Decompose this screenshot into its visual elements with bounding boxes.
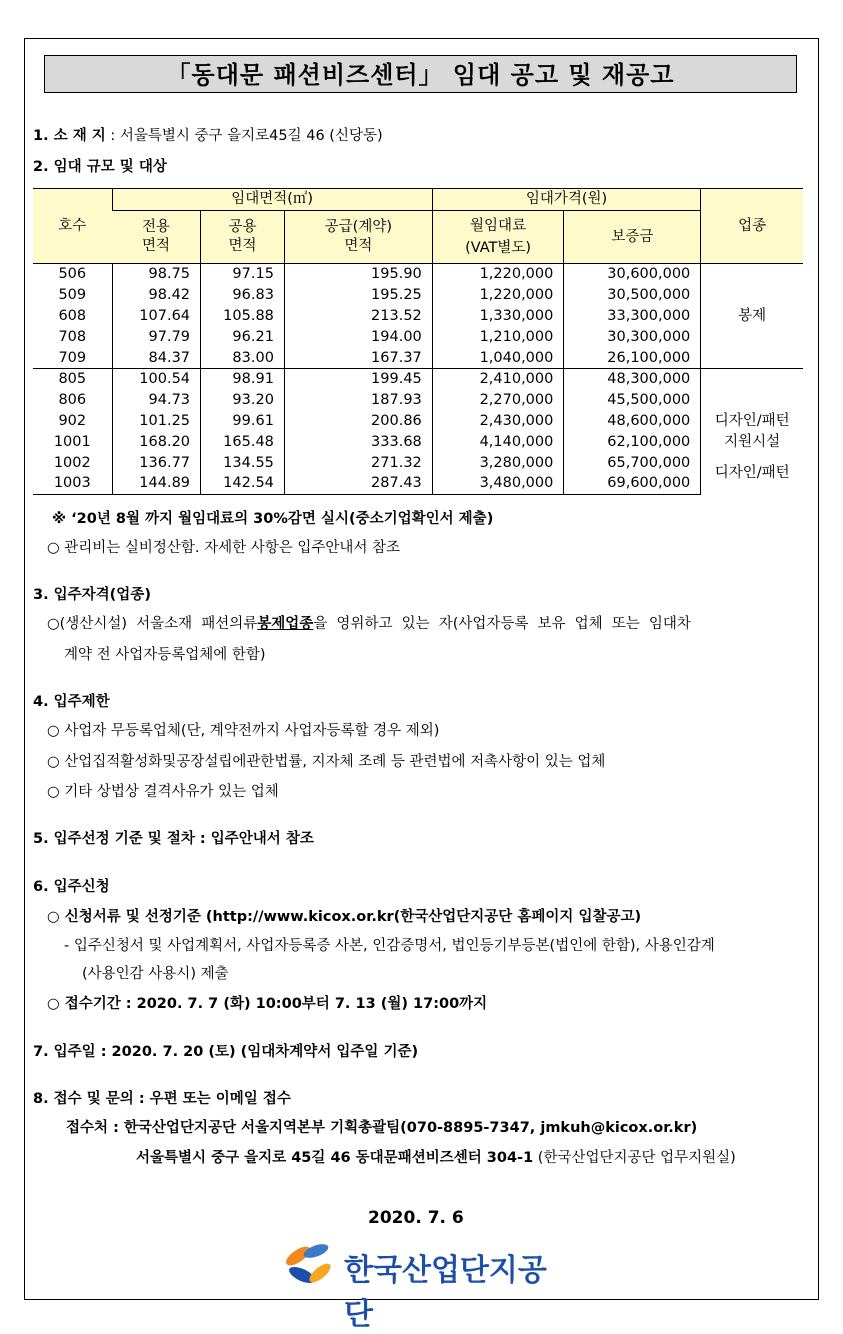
- table-row: [33, 452, 803, 473]
- cell-supply-area: 271.32: [284, 452, 432, 473]
- cell-excl-area: 100.54: [112, 368, 200, 389]
- cell-rent: 2,270,000: [432, 390, 564, 411]
- location-label: 1. 소 재 지: [33, 128, 106, 144]
- section-restriction-heading: 4. 입주제한: [33, 694, 110, 710]
- application-docs-detail2: (사용인감 사용시) 제출: [82, 966, 229, 982]
- section-scale-heading: 2. 임대 규모 및 대상: [33, 159, 167, 175]
- contact-receiver: 접수처 : 한국산업단지공단 서울지역본부 기획총괄팀(070-8895-7347, jmkuh@kicox.or.kr): [66, 1120, 698, 1136]
- cell-unit: 708: [58, 328, 87, 345]
- section-contact-heading: 8. 접수 및 문의 : 우편 또는 이메일 접수: [33, 1091, 291, 1107]
- cell-common-area: 142.54: [201, 473, 285, 494]
- cell-common-area: 83.00: [201, 347, 285, 368]
- location-value: 서울특별시 중구 을지로45길 46 (신당동): [119, 128, 383, 144]
- table-row: [33, 390, 803, 411]
- restriction-item: ○ 산업집적활성화및공장설립에관한법률, 지자체 조례 등 관련법에 저촉사항이 있는 업체: [47, 754, 606, 770]
- cell-common-area: 105.88: [201, 306, 285, 327]
- cell-deposit: 30,300,000: [564, 326, 701, 347]
- header-unit: 호수: [33, 189, 112, 264]
- cell-excl-area: 101.25: [112, 411, 200, 432]
- table-row: [33, 264, 803, 285]
- industry-support: 지원시설: [701, 431, 803, 452]
- application-period: ○ 접수기간 : 2020. 7. 7 (화) 10:00부터 7. 13 (월) 17:00까지: [47, 996, 488, 1012]
- restriction-item: ○ 사업자 무등록업체(단, 계약전까지 사업자등록할 경우 제외): [47, 723, 440, 739]
- cell-excl-area: 98.42: [112, 285, 200, 306]
- cell-common-area: 96.83: [201, 285, 285, 306]
- table-row: [33, 368, 803, 389]
- cell-deposit: 30,600,000: [564, 264, 701, 285]
- cell-excl-area: 168.20: [112, 431, 200, 452]
- eligibility-emphasis: 봉제업종: [257, 616, 314, 632]
- cell-supply-area: 333.68: [284, 431, 432, 452]
- table-row: [33, 326, 803, 347]
- cell-unit: 1003: [33, 473, 112, 494]
- cell-supply-area: 187.93: [284, 390, 432, 411]
- cell-unit: 806: [58, 392, 87, 409]
- location-sep: :: [105, 128, 120, 144]
- cell-rent: 1,220,000: [432, 264, 564, 285]
- cell-common-area: 165.48: [201, 431, 285, 452]
- cell-supply-area: 194.00: [284, 326, 432, 347]
- section-selection: 5. 입주선정 기준 및 절차 : 입주안내서 참조: [33, 831, 314, 847]
- cell-unit: 1001: [53, 433, 91, 450]
- cell-deposit: 30,500,000: [564, 285, 701, 306]
- industry-sewing: 봉제: [701, 264, 803, 369]
- cell-supply-area: 287.43: [284, 473, 432, 494]
- page-title: 「동대문 패션비즈센터」 임대 공고 및 재공고: [44, 55, 797, 93]
- cell-common-area: 97.15: [201, 264, 285, 285]
- cell-unit: 805: [33, 368, 112, 389]
- kicox-logo: [278, 1237, 568, 1332]
- restriction-item: ○ 기타 상법상 결격사유가 있는 업체: [47, 784, 279, 800]
- cell-unit: 1002: [53, 454, 91, 471]
- header-deposit: 보증금: [564, 210, 701, 263]
- header-price: 임대가격(원): [432, 189, 701, 211]
- cell-supply-area: 199.45: [284, 368, 432, 389]
- table-row: [33, 431, 803, 452]
- cell-supply-area: 195.90: [284, 264, 432, 285]
- table-row: [33, 285, 803, 306]
- cell-rent: 3,280,000: [432, 452, 564, 473]
- note-mgmt: ○ 관리비는 실비정산함. 자세한 사항은 입주안내서 참조: [47, 540, 401, 556]
- cell-rent: 2,410,000: [432, 368, 564, 389]
- cell-rent: 3,480,000: [432, 473, 564, 494]
- cell-deposit: 33,300,000: [564, 306, 701, 327]
- cell-common-area: 134.55: [201, 452, 285, 473]
- header-excl: 전용 면적: [112, 210, 200, 263]
- header-rent: 월임대료 (VAT별도): [432, 210, 564, 263]
- cell-excl-area: 144.89: [112, 473, 200, 494]
- cell-excl-area: 94.73: [112, 390, 200, 411]
- header-supply: 공급(계약) 면적: [284, 210, 432, 263]
- cell-common-area: 93.20: [201, 390, 285, 411]
- logo-wordmark: 한국산업단지공단: [344, 1253, 547, 1332]
- cell-rent: 1,220,000: [432, 285, 564, 306]
- header-common: 공용 면적: [201, 210, 285, 263]
- cell-excl-area: 97.79: [112, 326, 200, 347]
- header-area: 임대면적(㎡): [112, 189, 432, 211]
- cell-supply-area: 167.37: [284, 347, 432, 368]
- contact-address: 서울특별시 중구 을지로 45길 46 동대문패션비즈센터 304-1 (한국산업단지공단 업무지원실): [136, 1150, 736, 1166]
- cell-unit: 509: [58, 287, 87, 304]
- cell-rent: 1,040,000: [432, 347, 564, 368]
- cell-unit: 902: [58, 412, 87, 429]
- industry-design-pattern: 디자인/패턴: [701, 368, 803, 431]
- section-application-heading: 6. 입주신청: [33, 879, 110, 895]
- section-eligibility-heading: 3. 입주자격(업종): [33, 587, 151, 603]
- cell-supply-area: 195.25: [284, 285, 432, 306]
- section-location: [33, 124, 383, 145]
- rent-table: [33, 188, 803, 495]
- cell-deposit: 48,600,000: [564, 411, 701, 432]
- application-docs-detail: - 입주신청서 및 사업계획서, 사업자등록증 사본, 인감증명서, 법인등기부등본(법인에 한함), 사용인감계: [64, 938, 715, 954]
- cell-rent: 1,210,000: [432, 326, 564, 347]
- cell-unit: 709: [58, 349, 87, 366]
- cell-deposit: 26,100,000: [564, 347, 701, 368]
- logo-mark-icon: [278, 1237, 348, 1293]
- section-move-in: 7. 입주일 : 2020. 7. 20 (토) (임대차계약서 입주일 기준): [33, 1044, 419, 1060]
- eligibility-line2: 계약 전 사업자등록업체에 한함): [64, 647, 266, 663]
- notice-date: 2020. 7. 6: [368, 1208, 464, 1228]
- table-row: [33, 411, 803, 432]
- header-industry: 업종: [701, 189, 803, 264]
- cell-supply-area: 200.86: [284, 411, 432, 432]
- industry-design-pattern: 디자인/패턴: [701, 452, 803, 494]
- cell-rent: 1,330,000: [432, 306, 564, 327]
- cell-common-area: 98.91: [201, 368, 285, 389]
- eligibility-line1: ○(생산시설) 서울소재 패션의류봉제업종을 영위하고 있는 자(사업자등록 보유 업체 또는 임대차: [47, 616, 691, 632]
- cell-excl-area: 84.37: [112, 347, 200, 368]
- cell-deposit: 48,300,000: [564, 368, 701, 389]
- cell-rent: 2,430,000: [432, 411, 564, 432]
- note-discount: ※ ‘20년 8월 까지 월임대료의 30%감면 실시(중소기업확인서 제출): [52, 511, 494, 527]
- cell-unit: 506: [33, 264, 112, 285]
- cell-excl-area: 136.77: [112, 452, 200, 473]
- cell-deposit: 65,700,000: [564, 452, 701, 473]
- cell-rent: 4,140,000: [432, 431, 564, 452]
- cell-deposit: 69,600,000: [564, 473, 701, 494]
- table-row: [33, 306, 803, 327]
- cell-deposit: 45,500,000: [564, 390, 701, 411]
- cell-common-area: 99.61: [201, 411, 285, 432]
- cell-supply-area: 213.52: [284, 306, 432, 327]
- cell-common-area: 96.21: [201, 326, 285, 347]
- table-row: [33, 473, 803, 494]
- cell-deposit: 62,100,000: [564, 431, 701, 452]
- cell-excl-area: 98.75: [112, 264, 200, 285]
- cell-excl-area: 107.64: [112, 306, 200, 327]
- cell-unit: 608: [58, 307, 87, 324]
- table-row: [33, 347, 803, 368]
- application-docs: ○ 신청서류 및 선정기준 (http://www.kicox.or.kr(한국산업단지공단 홈페이지 입찰공고): [47, 909, 642, 925]
